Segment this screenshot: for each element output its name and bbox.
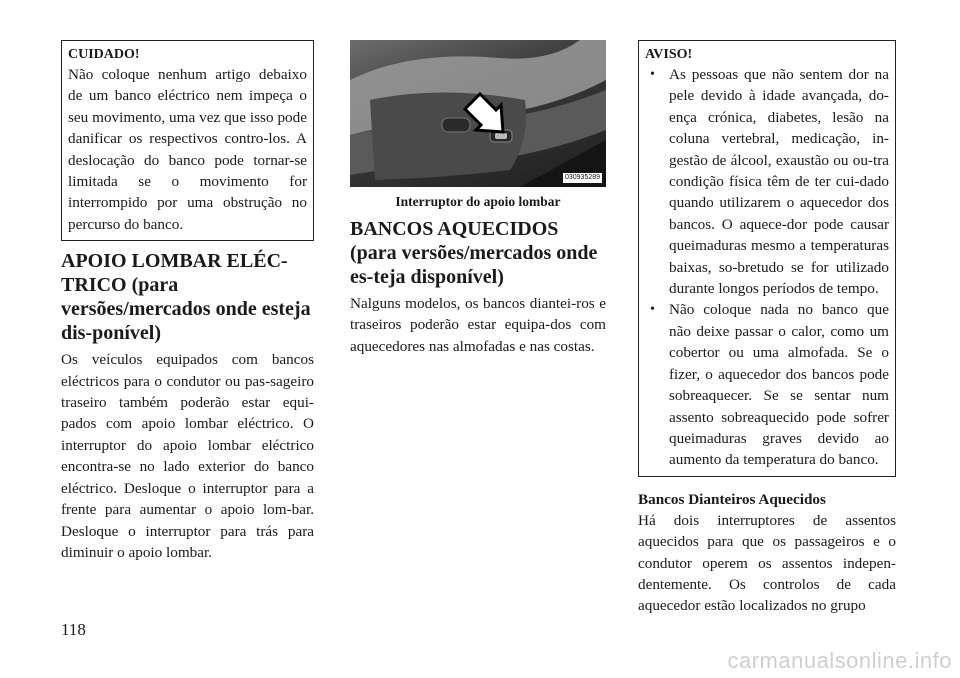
bullet-icon: • [650, 67, 655, 82]
warning-item-text: As pessoas que não sentem dor na pele devido à idade avançada, do-ença crónica, diabetes, lesão na coluna vertebral, medicação, in-gestão de álcool, exaustão ou ou-tra condição física têm de ter cui-dado quando utilizarem o aquecedor dos bancos. O aquece-dor pode causar queimaduras mesmo a temperaturas baixas, so-bretudo se for utilizado durante longos períodos de tempo. [669, 66, 889, 298]
warning-list [645, 64, 889, 471]
lumbar-text: Os veículos equipados com bancos eléctricos para o condutor ou pas-sageiro traseiro também poderão estar equi-pados com apoio lombar eléctrico. O interruptor do apoio lombar eléctrico encontra-se no lado exterior do banco eléctrico. Desloque o interruptor para a frente para aumentar o apoio lom-bar. Desloque o interruptor para trás para diminuir o apoio lombar. [61, 351, 314, 561]
lumbar-heading: APOIO LOMBAR ELÉC-TRICO (para versões/mercados onde esteja dis-ponível) [61, 250, 311, 345]
caution-text: Não coloque nenhum artigo debaixo de um banco eléctrico nem impeça o seu movimento, uma vez que isso pode danificar os respectivos contro-los. A deslocação do banco pode tornar-se limitada se o movimento for interrompido por uma obstrução no percurso do banco. [68, 66, 307, 233]
photo-caption: Interruptor do apoio lombar [395, 194, 561, 209]
warning-item [645, 64, 889, 299]
caution-title: CUIDADO! [68, 47, 140, 62]
page-number: 118 [61, 620, 86, 639]
watermark: carmanualsonline.info [727, 648, 952, 673]
caution-box [61, 40, 314, 241]
bullet-icon: • [650, 302, 655, 318]
heated-heading: BANCOS AQUECIDOS (para versões/mercados onde es-teja disponível) [350, 218, 598, 288]
image-code: 030935289 [564, 174, 600, 181]
seat-illustration [350, 40, 606, 187]
warning-title: AVISO! [645, 47, 693, 62]
front-heated-heading: Bancos Dianteiros Aquecidos [638, 490, 826, 508]
middle-column [350, 40, 606, 357]
warning-box [638, 40, 896, 477]
left-column [61, 40, 314, 563]
warning-item [645, 299, 889, 470]
heated-text: Nalguns modelos, os bancos diantei-ros e traseiros poderão estar equipa-dos com aquecedores nas almofadas e nas costas. [350, 295, 606, 355]
front-heated-text: Há dois interruptores de assentos aquecidos para que os passageiros e o condutor operem os assentos indepen-dentemente. Os controlos de cada aquecedor estão localizados no grupo [638, 511, 896, 615]
right-column [638, 40, 896, 617]
lumbar-switch-photo [350, 40, 606, 187]
warning-item-text: Não coloque nada no banco que não deixe passar o calor, como um cobertor ou uma almofada. Se o fizer, o aquecedor dos bancos pode sobreaquecer. Se se sentar num assento sobreaquecido pode sofrer queimaduras graves devido ao aumento da temperatura do banco. [669, 301, 889, 469]
